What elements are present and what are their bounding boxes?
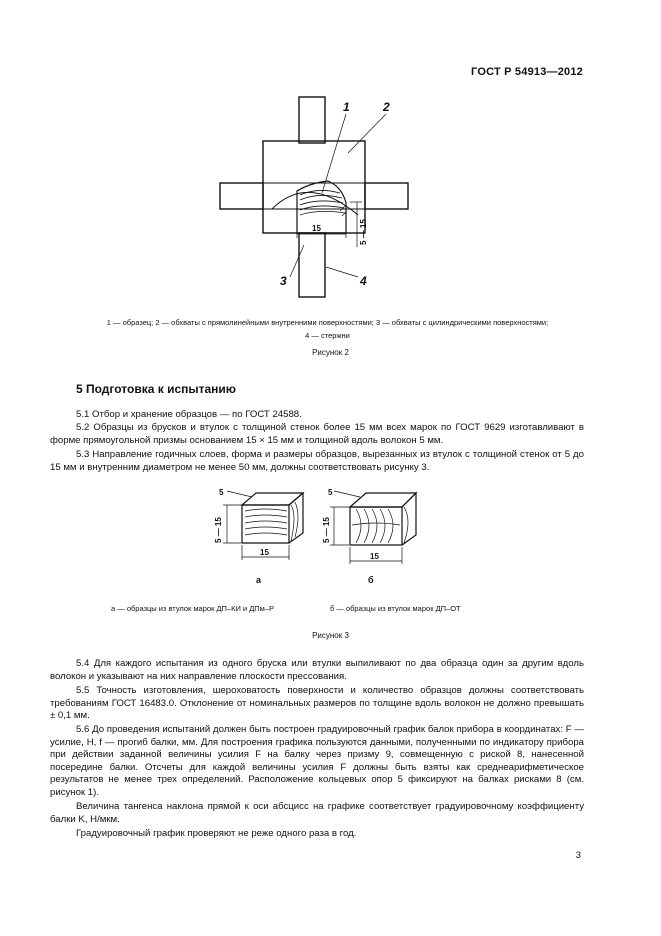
callout-4: 4 [360, 274, 367, 288]
figure-2-caption: Рисунок 2 [312, 348, 349, 357]
callout-1: 1 [343, 100, 350, 114]
paragraph-5-5: 5.5 Точность изготовления, шероховатость поверхности и количество образцов должны соответствовать требованиям ГОСТ 16483.0. Отклонение от номинальных размеров по толщине вдоль волокон не должно превышать ± 0,1 мм. [50, 685, 584, 722]
figure-2-drawing [200, 95, 430, 305]
figure-3a-subcaption: а — образцы из втулок марок ДП–КИ и ДПм–Р [111, 604, 274, 613]
paragraph-5-3: 5.3 Направление годичных слоев, форма и размеры образцов, вырезанных из втулок с толщиной стенок от 5 до 15 мм и внутренним диаметром не менее 50 мм, должны соответствовать рисунку 3. [50, 449, 584, 473]
paragraph-5-6: 5.6 До проведения испытаний должен быть построен градуировочный график балок прибора в координатах: F — усилие, H, f — прогиб балки, мм. Для построения графика пользуются данными, полученными по индикатору прибора при действии заданной величины усилия F на балку через призму 9, совмещенную с риской 8, нанесенной посередине балки. Отсчеты для каждой величины усилия F должны быть взяты как среднеарифметическое результатов не менее трех определений. Расположение кольцевых опор 5 фиксируют на балках рисками 8 (см. рисунок 1). [50, 724, 584, 798]
fig3b-dim-width: 15 [370, 552, 379, 561]
figure-3a-letter: а [256, 575, 262, 585]
rod-right [365, 183, 408, 209]
figure-3-caption: Рисунок 3 [312, 631, 349, 640]
holder-outer [263, 141, 365, 233]
figure-3b-letter: б [368, 575, 374, 585]
paragraph-5-2: 5.2 Образцы из брусков и втулок с толщиной стенок более 15 мм всех марок по ГОСТ 9629 изготавливают в форме прямоугольной призмы основанием 15 × 15 мм и толщиной вдоль волокон 5 мм. [50, 422, 584, 446]
paragraph-calibration-check: Градуировочный график проверяют не реже одного раза в год. [76, 828, 357, 839]
rod-bottom [299, 233, 325, 297]
figure-3b-drawing [320, 485, 430, 580]
legend-line-1: 1 — образец; 2 — обхваты с прямолинейными внутренними поверхностями; 3 — обхваты с цилиндрическими поверхностями; [106, 318, 549, 327]
callout-2: 2 [383, 100, 390, 114]
paragraph-tangent: Величина тангенса наклона прямой к оси абсцисс на графике соответствует градуировочному коэффициенту балки K, Н/мкм. [50, 801, 584, 825]
figure-3b-subcaption: б — образцы из втулок марок ДП–ОТ [330, 604, 461, 613]
section-title: 5 Подготовка к испытанию [76, 382, 237, 396]
figure-2-legend [50, 316, 605, 342]
legend-line-2: 4 — стержни [305, 331, 350, 340]
figure-3a-drawing [205, 485, 315, 580]
fig3a-dim-thickness: 5 [219, 488, 224, 497]
paragraph-5-4: 5.4 Для каждого испытания из одного бруска или втулки выпиливают по два образца один за другим вдоль волокон и указывают на них направление плоскости прессования. [50, 658, 584, 682]
paragraph-5-1: 5.1 Отбор и хранение образцов — по ГОСТ 24588. [76, 409, 302, 420]
fig3a-dim-width: 15 [260, 548, 269, 557]
rod-left [220, 183, 263, 209]
document-code: ГОСТ Р 54913—2012 [471, 66, 583, 78]
dimension-height: 5 — 15 [359, 219, 368, 245]
page-number: 3 [575, 850, 581, 861]
fig3b-dim-thickness: 5 [328, 488, 333, 497]
dimension-width: 15 [312, 224, 321, 233]
rod-top [299, 97, 325, 143]
fig3b-dim-height: 5 — 15 [322, 517, 331, 543]
fig3a-dim-height: 5 — 15 [214, 517, 223, 543]
callout-3: 3 [280, 274, 287, 288]
